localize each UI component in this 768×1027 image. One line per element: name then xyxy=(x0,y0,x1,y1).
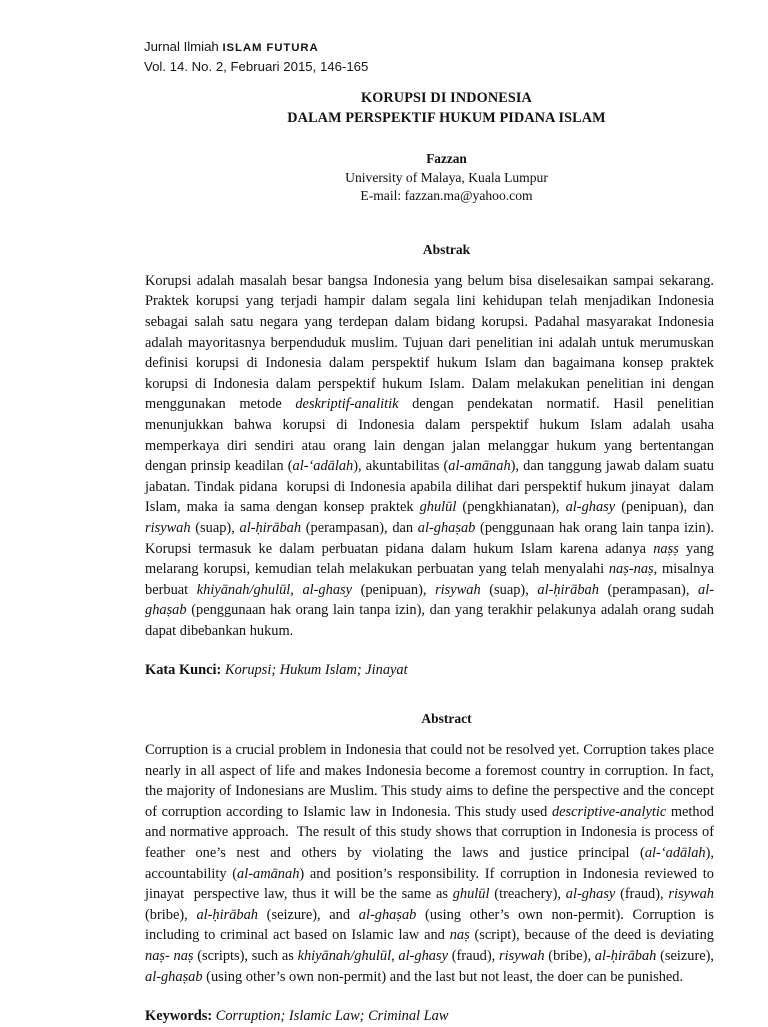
article-title xyxy=(183,89,710,128)
abstract-heading: Abstract xyxy=(421,711,472,727)
volume-issue-line: Vol. 14. No. 2, Februari 2015, 146-165 xyxy=(144,58,369,74)
journal-title-line xyxy=(144,38,678,58)
journal-title-prefix: Jurnal Ilmiah xyxy=(144,39,223,54)
abstrak-body: Korupsi adalah masalah besar bangsa Indonesia yang belum bisa diselesaikan sampai sekarang. Praktek korupsi yang terjadi hampir dalam segala lini kehidupan telah menjadikan Indonesia sebagai salah satu negara yang terdepan dalam bidang korupsi. Padahal masyarakat Indonesia adalah mayoritasnya berpenduduk muslim. Tujuan dari penelitian ini adalah untuk merumuskan definisi korupsi di Indonesia dalam perspektif hukum Islam dan bagaimana konsep praktek korupsi di Indonesia dalam perspektif hukum Islam. Dalam melakukan penelitian ini dengan menggunakan metode deskriptif-analitik dengan pendekatan normatif. Hasil penelitian menunjukkan bahwa korupsi di Indonesia dalam perspektif hukum Islam adalah usaha memperkaya diri sendiri atau orang lain dengan jalan melanggar hukum yang bertentangan dengan prinsip keadilan (al-‘adālah), akuntabilitas (al-amānah), dan tanggung jawab dalam suatu jabatan. Tindak pidana korupsi di Indonesia apabila dilihat dari perspektif hukum jinayat dalam Islam, maka ia sama dengan konsep praktek ghulūl (pengkhianatan), al-ghasy (penipuan), dan risywah (suap), al-ḥirābah (perampasan), dan al-ghaṣab (penggunaan hak orang lain tanpa izin). Korupsi termasuk ke dalam perbuatan pidana dalam hukum Islam karena adanya naṣṣ yang melarang korupsi, kemudian telah melakukan perbuatan yang telah menyalahi naṣ-naṣ, misalnya berbuat khiyānah/ghulūl, al-ghasy (penipuan), risywah (suap), al-ḥirābah (perampasan), al-ghaṣab (penggunaan hak orang lain tanpa izin), dan yang terakhir pelakunya adalah orang sudah dapat dibebankan hukum. xyxy=(145,272,714,639)
journal-name: ISLAM FUTURA xyxy=(222,42,319,54)
article-title-line-1: KORUPSI DI INDONESIA xyxy=(361,90,532,106)
kata-kunci-value: Korupsi; Hukum Islam; Jinayat xyxy=(224,662,408,679)
keywords-label: Keywords: xyxy=(145,1008,213,1025)
running-head xyxy=(144,38,678,75)
author-affiliation: University of Malaya, Kuala Lumpur xyxy=(345,169,548,185)
author-block xyxy=(183,150,710,206)
keywords-value: Corruption; Islamic Law; Criminal Law xyxy=(215,1008,449,1025)
abstract-body: Corruption is a crucial problem in Indonesia that could not be resolved yet. Corruption takes place nearly in all aspect of life and makes Indonesia become a foremost country in corruption. In fact, the majority of Indonesians are Muslim. This study aims to define the perspective and the concept of corruption according to Islamic law in Indonesia. This study used descriptive-analytic method and normative approach. The result of this study shows that corruption in Indonesia is process of feather one’s nest and others by violating the laws and justice principal (al-‘adālah), accountability (al-amānah) and position’s responsibility. If corruption in Indonesia reviewed to jinayat perspective law, thus it will be the same as ghulūl (treachery), al-ghasy (fraud), risywah (bribe), al-ḥirābah (seizure), and al-ghaṣab (using other’s own non-permit). Corruption is including to criminal act based on Islamic law and naṣ (script), because of the deed is deviating naṣ- naṣ (scripts), such as khiyānah/ghulūl, al-ghasy (fraud), risywah (bribe), al-ḥirābah (seizure), al-ghaṣab (using other’s own non-permit) and the last but not least, the doer can be punished. xyxy=(145,742,715,985)
author-email: E-mail: fazzan.ma@yahoo.com xyxy=(360,188,533,204)
kata-kunci-line xyxy=(145,660,714,681)
article-title-line-2: DALAM PERSPEKTIF HUKUM PIDANA ISLAM xyxy=(287,109,606,126)
author-name: Fazzan xyxy=(426,151,467,166)
kata-kunci-label: Kata Kunci: xyxy=(145,662,222,679)
abstrak-heading: Abstrak xyxy=(422,241,471,257)
